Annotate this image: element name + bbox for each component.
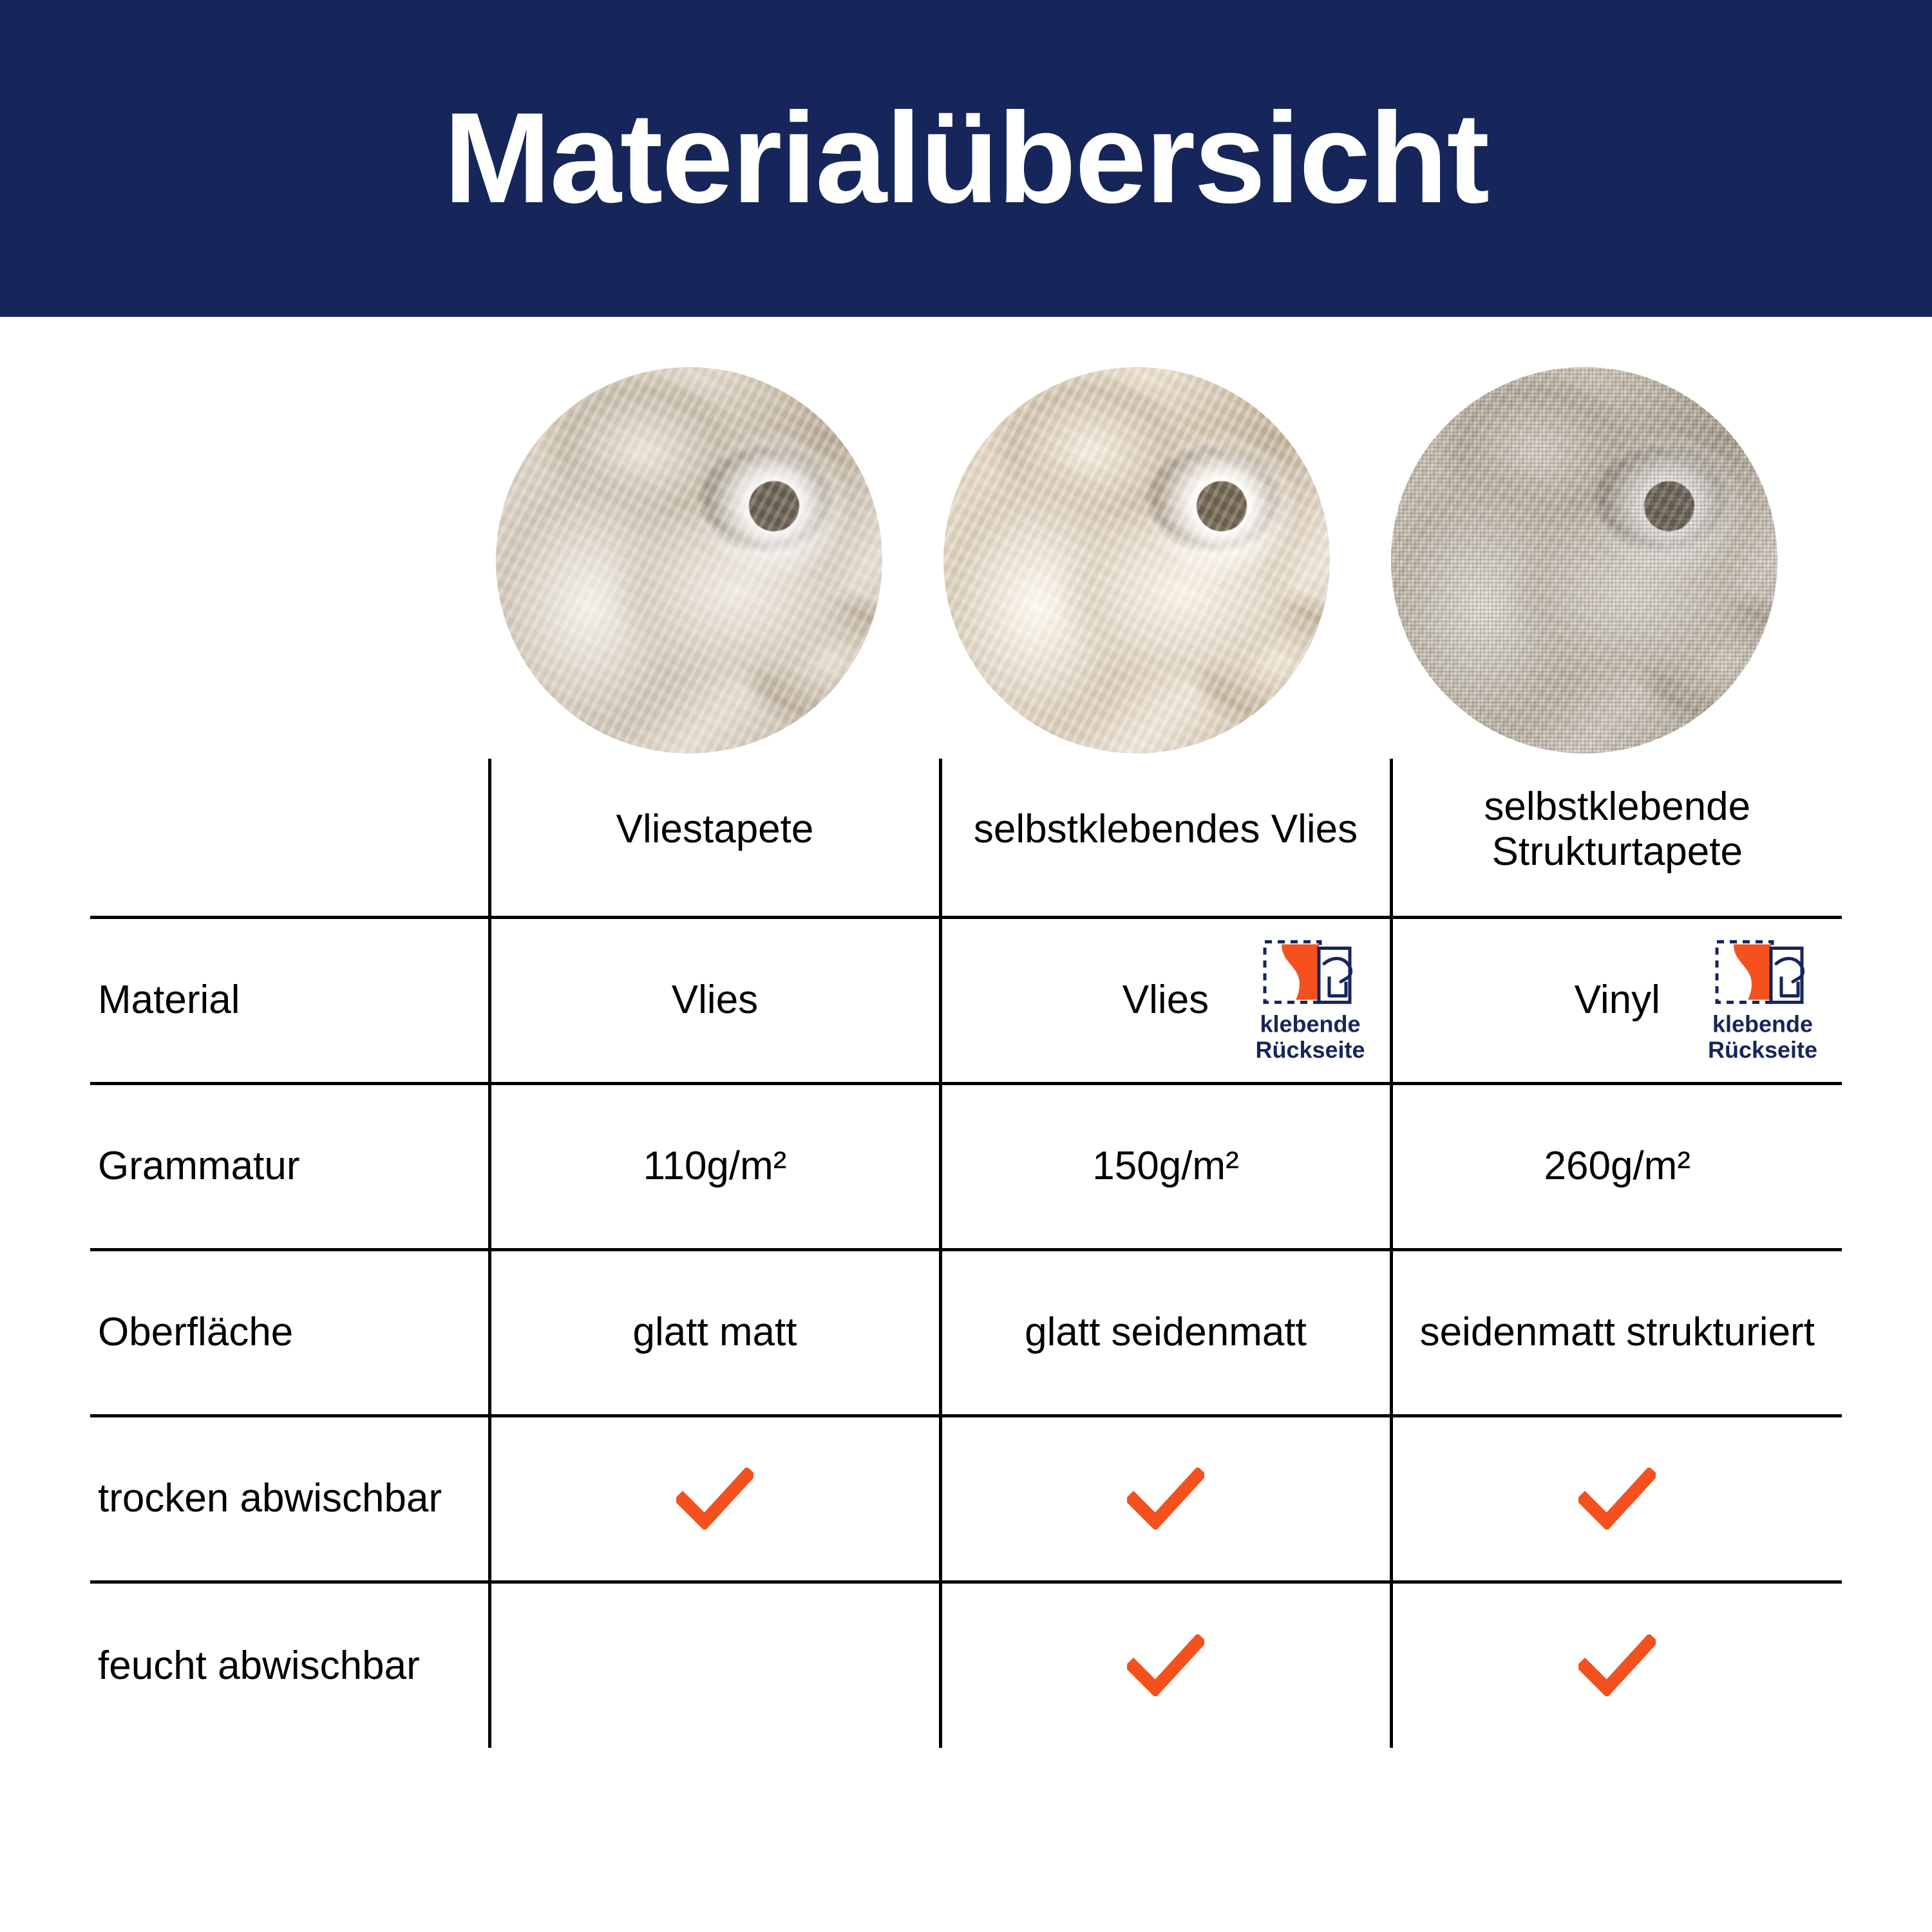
table-corner-cell <box>90 759 489 917</box>
cell-oberflaeche-selbstklebendes-vlies <box>940 1249 1391 1416</box>
check-icon <box>1127 1468 1204 1530</box>
row-label-oberflaeche: Oberfläche <box>90 1249 489 1416</box>
check-icon <box>1578 1468 1656 1530</box>
cell-value: glatt matt <box>632 1310 797 1355</box>
cell-feucht-selbstklebende-strukturtapete <box>1391 1582 1842 1748</box>
check-icon <box>1578 1634 1656 1696</box>
cell-material-vliestapete <box>489 917 940 1083</box>
column-header-selbstklebende-strukturtapete: selbstklebende Strukturtapete <box>1391 759 1842 917</box>
adhesive-badge-text <box>1255 1011 1365 1062</box>
table-row <box>90 1416 1842 1582</box>
adhesive-back-badge <box>1689 938 1837 1062</box>
peel-back-icon <box>1262 938 1359 1007</box>
cell-feucht-vliestapete <box>489 1582 940 1748</box>
swatch-image-vliestapete <box>496 367 882 753</box>
cell-feucht-selbstklebendes-vlies <box>940 1582 1391 1748</box>
cell-value: seidenmatt strukturiert <box>1419 1310 1815 1355</box>
column-header-vliestapete: Vliestapete <box>489 759 940 917</box>
cell-value: Vinyl <box>1574 978 1660 1023</box>
adhesive-badge-line2: Rückseite <box>1707 1036 1818 1063</box>
swatch-selbstklebende-strukturtapete <box>1391 367 1777 753</box>
material-comparison-table <box>90 759 1842 1748</box>
table-row <box>90 917 1842 1083</box>
row-label-feucht-abwischbar: feucht abwischbar <box>98 1643 420 1688</box>
swatch-row <box>489 361 1835 766</box>
row-label-grammatur: Grammatur <box>90 1083 489 1249</box>
cell-value: 150g/m² <box>1092 1144 1239 1189</box>
adhesive-badge-text <box>1708 1011 1817 1062</box>
cell-trocken-vliestapete <box>489 1416 940 1582</box>
cell-grammatur-vliestapete <box>489 1083 940 1249</box>
cell-value: glatt seidenmatt <box>1025 1310 1307 1355</box>
swatch-selbstklebendes-vlies <box>943 367 1330 753</box>
peel-back-icon <box>1714 938 1811 1007</box>
cell-material-selbstklebende-strukturtapete <box>1391 917 1842 1083</box>
table-row <box>90 1249 1842 1416</box>
swatch-image-selbstklebende-strukturtapete <box>1391 367 1777 753</box>
swatch-vliestapete <box>496 367 882 753</box>
check-icon <box>676 1468 753 1530</box>
cell-value: Vlies <box>1122 978 1209 1023</box>
cell-oberflaeche-selbstklebende-strukturtapete <box>1391 1249 1842 1416</box>
cell-value: 260g/m² <box>1544 1144 1690 1189</box>
row-label-trocken-abwischbar: trocken abwischbar <box>90 1416 489 1582</box>
table-row <box>90 1083 1842 1249</box>
column-header-selbstklebendes-vlies: selbstklebendes Vlies <box>940 759 1391 917</box>
cell-grammatur-selbstklebendes-vlies <box>940 1083 1391 1249</box>
adhesive-back-badge <box>1236 938 1385 1062</box>
table-header-row <box>90 759 1842 917</box>
adhesive-badge-line1: klebende <box>1712 1010 1814 1037</box>
header-band <box>0 0 1932 317</box>
cell-value: 110g/m² <box>643 1144 787 1189</box>
adhesive-badge-line2: Rückseite <box>1255 1036 1365 1063</box>
cell-oberflaeche-vliestapete <box>489 1249 940 1416</box>
cell-trocken-selbstklebendes-vlies <box>940 1416 1391 1582</box>
row-label-material: Material <box>90 917 489 1083</box>
swatch-image-selbstklebendes-vlies <box>943 367 1330 753</box>
cell-grammatur-selbstklebende-strukturtapete <box>1391 1083 1842 1249</box>
adhesive-badge-line1: klebende <box>1260 1010 1361 1037</box>
cell-value: Vlies <box>671 978 759 1023</box>
cell-trocken-selbstklebende-strukturtapete <box>1391 1416 1842 1582</box>
cell-material-selbstklebendes-vlies <box>940 917 1391 1083</box>
page-title: Materialübersicht <box>443 86 1489 230</box>
table-row <box>90 1582 1842 1748</box>
check-icon <box>1127 1634 1204 1696</box>
